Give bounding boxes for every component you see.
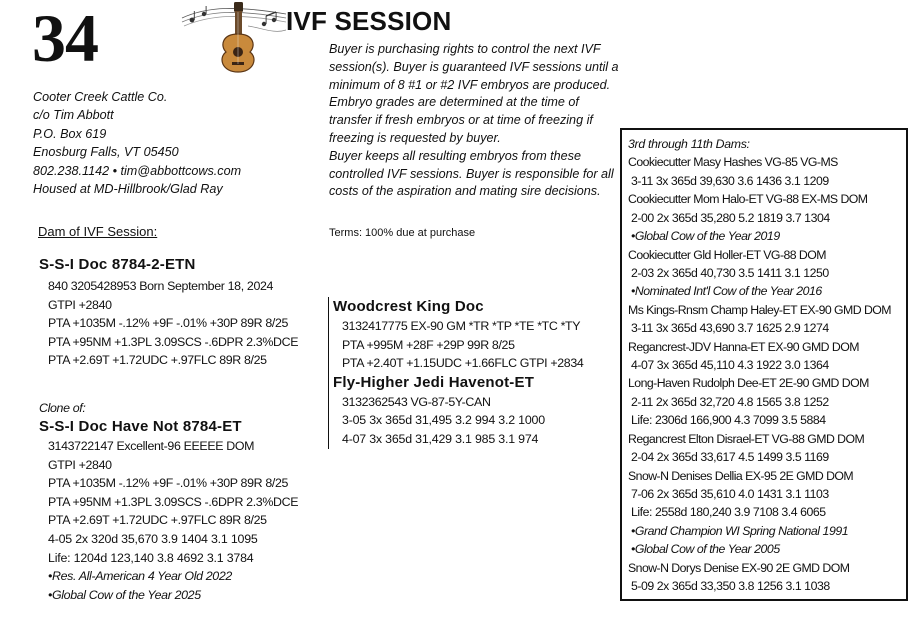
dam-ancestor-name: Ms Kings-Rnsm Champ Haley-ET EX-90 GMD DOM [628,302,891,317]
ivf-terms-description [329,41,619,201]
clone-label: Clone of: [39,401,86,415]
dam-ancestor-note: •Global Cow of the Year 2019 [631,229,780,244]
contact-line: Enosburg Falls, VT 05450 [33,145,179,160]
dam-ancestor-name: Snow-N Denises Dellia EX-95 2E GMD DOM [628,468,854,483]
dam-detail-line: 840 3205428953 Born September 18, 2024 [48,279,274,293]
contact-line: P.O. Box 619 [33,126,107,141]
dam-ancestor-record: 4-07 3x 365d 45,110 4.3 1922 3.0 1364 [631,358,829,373]
dam-detail-line: PTA +1035M -.12% +9F -.01% +30P 89R 8/25 [48,316,289,331]
contact-line: Housed at MD-Hillbrook/Glad Ray [33,182,223,197]
consignor-contact [33,88,241,198]
dam-heading: Dam of IVF Session: [38,224,158,239]
clone-section [39,400,298,604]
dam-ancestor-name: Cookiecutter Masy Hashes VG-85 VG-MS [628,155,838,170]
dam-ancestor-record: 7-06 2x 365d 35,610 4.0 1431 3.1 1103 [631,487,829,502]
maternal-grandsire-record-line: 4-07 3x 365d 31,429 3.1 985 3.1 974 [342,431,539,446]
payment-terms: Terms: 100% due at purchase [329,227,476,239]
sire-name: Woodcrest King Doc [333,298,484,315]
guitar-music-notes-icon [178,0,288,75]
terms-paragraph: Buyer is purchasing rights to control the next IVF session(s). Buyer is guaranteed IVF sessions until a minimum of 8 #1 or #2 IVF embryos are produced. Embryo grades are determined at the time of transfer if fresh embryos or at time of freezing if freezing is requested by buyer. [329,42,619,145]
maternal-grandsire-detail-line: 3132362543 VG-87-5Y-CAN [342,394,491,409]
dam-ancestor-record: Life: 2558d 180,240 3.9 7108 3.4 6065 [631,505,826,520]
dam-ancestor-record: 3-11 3x 365d 43,690 3.7 1625 2.9 1274 [631,321,829,336]
dam-ancestor-record: 2-04 2x 365d 33,617 4.5 1499 3.5 1169 [631,450,829,465]
dam-ancestor-note: •Grand Champion WI Spring National 1991 [631,523,849,538]
dam-ancestor-record: 2-03 2x 365d 40,730 3.5 1411 3.1 1250 [631,265,829,280]
dam-ancestor-name: Cookiecutter Mom Halo-ET VG-88 EX-MS DOM [628,192,868,207]
contact-line: 802.238.1142 • tim@abbottcows.com [33,163,242,178]
sire-detail-line: PTA +995M +28F +29P 99R 8/25 [342,337,515,352]
clone-note: •Global Cow of the Year 2025 [48,587,201,602]
clone-detail-line: 3143722147 Excellent-96 EEEEE DOM [48,439,255,453]
page-title: IVF SESSION [286,6,452,36]
dam-detail-line: PTA +95NM +1.3PL 3.09SCS -.6DPR 2.3%DCE [48,334,299,349]
maternal-grandsire-record-line: 3-05 3x 365d 31,495 3.2 994 3.2 1000 [342,413,545,428]
dam-section [39,255,298,370]
contact-line: c/o Tim Abbott [33,108,114,123]
clone-detail-line: PTA +1035M -.12% +9F -.01% +30P 89R 8/25 [48,476,289,491]
dam-ancestor-name: Cookiecutter Gld Holler-ET VG-88 DOM [628,247,826,262]
clone-name: S-S-I Doc Have Not 8784-ET [39,418,242,435]
contact-line: Cooter Creek Cattle Co. [33,90,168,104]
clone-detail-line: PTA +2.69T +1.72UDC +.97FLC 89R 8/25 [48,513,267,528]
dams-list [628,153,906,595]
dam-ancestor-name: Snow-N Dorys Denise EX-90 2E GMD DOM [628,560,850,575]
dam-ancestor-note: •Global Cow of the Year 2005 [631,542,780,557]
dam-ancestor-name: Long-Haven Rudolph Dee-ET 2E-90 GMD DOM [628,376,869,391]
dam-ancestor-name: Regancrest-JDV Hanna-ET EX-90 GMD DOM [628,339,859,354]
dam-ancestor-record: 2-11 2x 365d 32,720 4.8 1565 3.8 1252 [631,394,829,409]
terms-paragraph: Buyer keeps all resulting embryos from these controlled IVF sessions. Buyer is responsible for all costs of the aspiration and mating sire decisions. [329,148,614,199]
clone-record-line: Life: 1204d 123,140 3.8 4692 3.1 3784 [48,550,254,565]
clone-detail-line: GTPI +2840 [48,457,112,472]
dam-ancestor-name: Regancrest Elton Disrael-ET VG-88 GMD DOM [628,431,865,446]
dam-ancestor-record: 2-00 2x 365d 35,280 5.2 1819 3.7 1304 [631,210,830,225]
dam-ancestor-record: 5-09 2x 365d 33,350 3.8 1256 3.1 1038 [631,579,830,594]
clone-detail-line: PTA +95NM +1.3PL 3.09SCS -.6DPR 2.3%DCE [48,494,299,509]
clone-note: •Res. All-American 4 Year Old 2022 [48,569,232,584]
dams-pedigree-box [620,128,908,601]
sire-section [328,297,583,449]
sire-detail-line: 3132417775 EX-90 GM *TR *TP *TE *TC *TY [342,319,581,333]
dam-detail-line: GTPI +2840 [48,297,112,312]
dam-ancestor-note: •Nominated Int'l Cow of the Year 2016 [631,284,822,299]
dam-ancestor-record: Life: 2306d 166,900 4.3 7099 3.5 5884 [631,413,826,428]
sire-detail-line: PTA +2.40T +1.15UDC +1.66FLC GTPI +2834 [342,356,584,371]
dams-box-heading: 3rd through 11th Dams: [628,137,750,151]
dam-detail-line: PTA +2.69T +1.72UDC +.97FLC 89R 8/25 [48,353,267,368]
maternal-grandsire-name: Fly-Higher Jedi Havenot-ET [333,373,535,391]
lot-number: 34 [32,0,98,76]
clone-record-line: 4-05 2x 320d 35,670 3.9 1404 3.1 1095 [48,531,258,546]
dam-ancestor-record: 3-11 3x 365d 39,630 3.6 1436 3.1 1209 [631,173,829,188]
dam-name: S-S-I Doc 8784-2-ETN [39,256,196,273]
